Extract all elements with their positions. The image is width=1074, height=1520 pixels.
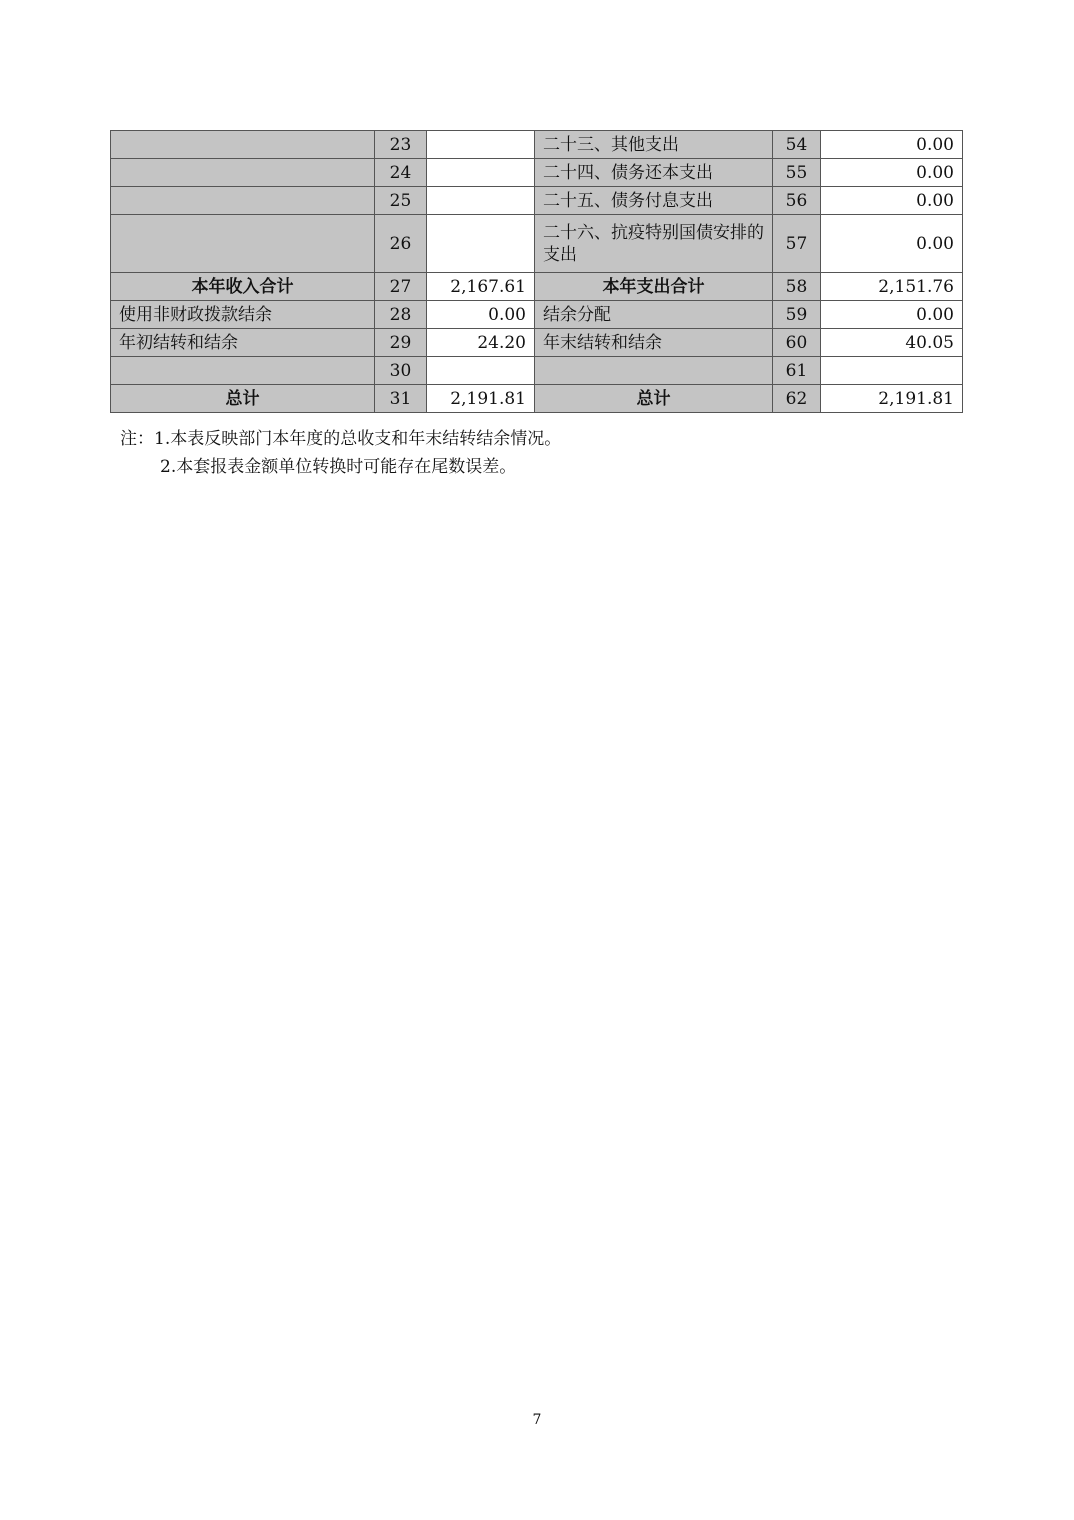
- income-grand-total-label: 总计: [111, 385, 375, 413]
- income-item-label: [111, 131, 375, 159]
- note-line-1: 注：1.本表反映部门本年度的总收支和年末结转结余情况。: [120, 429, 562, 449]
- expenditure-amount: 0.00: [821, 301, 963, 329]
- income-row-number: 26: [375, 215, 427, 273]
- grand-total-row: [111, 385, 963, 413]
- income-expenditure-table: [110, 130, 963, 413]
- expenditure-item-label: 年末结转和结余: [535, 329, 773, 357]
- income-row-number: 25: [375, 187, 427, 215]
- income-total-row: [111, 273, 963, 301]
- expenditure-item-label: 结余分配: [535, 301, 773, 329]
- income-item-label: [111, 357, 375, 385]
- expenditure-item-label: 二十六、抗疫特别国债安排的支出: [535, 215, 773, 273]
- table-row: [111, 329, 963, 357]
- income-item-label: [111, 215, 375, 273]
- income-total-label: 本年收入合计: [111, 273, 375, 301]
- expenditure-amount: [821, 357, 963, 385]
- income-row-number: 29: [375, 329, 427, 357]
- income-grand-total-amount: 2,191.81: [427, 385, 535, 413]
- income-amount: 0.00: [427, 301, 535, 329]
- income-item-label: [111, 159, 375, 187]
- income-amount: [427, 215, 535, 273]
- income-row-number: 27: [375, 273, 427, 301]
- expenditure-amount: 0.00: [821, 215, 963, 273]
- table-row: [111, 357, 963, 385]
- income-row-number: 24: [375, 159, 427, 187]
- table-row: [111, 301, 963, 329]
- table-row: [111, 215, 963, 273]
- expenditure-row-number: 61: [773, 357, 821, 385]
- expenditure-row-number: 62: [773, 385, 821, 413]
- expenditure-amount: 0.00: [821, 159, 963, 187]
- expenditure-row-number: 60: [773, 329, 821, 357]
- income-row-number: 23: [375, 131, 427, 159]
- page-number: 7: [532, 1412, 542, 1428]
- expenditure-grand-total-label: 总计: [535, 385, 773, 413]
- income-item-label: 使用非财政拨款结余: [111, 301, 375, 329]
- expenditure-item-label: 二十五、债务付息支出: [535, 187, 773, 215]
- expenditure-amount: 0.00: [821, 187, 963, 215]
- income-total-amount: 2,167.61: [427, 273, 535, 301]
- table-notes: [120, 425, 561, 481]
- expenditure-row-number: 58: [773, 273, 821, 301]
- expenditure-row-number: 54: [773, 131, 821, 159]
- expenditure-item-label: [535, 357, 773, 385]
- income-amount: [427, 357, 535, 385]
- income-amount: [427, 131, 535, 159]
- income-row-number: 30: [375, 357, 427, 385]
- income-amount: [427, 187, 535, 215]
- expenditure-amount: 0.00: [821, 131, 963, 159]
- note-line-2: 2.本套报表金额单位转换时可能存在尾数误差。: [160, 457, 517, 477]
- expenditure-row-number: 55: [773, 159, 821, 187]
- income-item-label: [111, 187, 375, 215]
- expenditure-total-label: 本年支出合计: [535, 273, 773, 301]
- expenditure-row-number: 57: [773, 215, 821, 273]
- expenditure-amount: 40.05: [821, 329, 963, 357]
- expenditure-grand-total-amount: 2,191.81: [821, 385, 963, 413]
- income-row-number: 28: [375, 301, 427, 329]
- income-row-number: 31: [375, 385, 427, 413]
- table-row: [111, 187, 963, 215]
- expenditure-item-label: 二十四、债务还本支出: [535, 159, 773, 187]
- income-amount: 24.20: [427, 329, 535, 357]
- expenditure-row-number: 56: [773, 187, 821, 215]
- income-amount: [427, 159, 535, 187]
- expenditure-item-label: 二十三、其他支出: [535, 131, 773, 159]
- table-row: [111, 159, 963, 187]
- table-row: [111, 131, 963, 159]
- income-item-label: 年初结转和结余: [111, 329, 375, 357]
- expenditure-row-number: 59: [773, 301, 821, 329]
- expenditure-total-amount: 2,151.76: [821, 273, 963, 301]
